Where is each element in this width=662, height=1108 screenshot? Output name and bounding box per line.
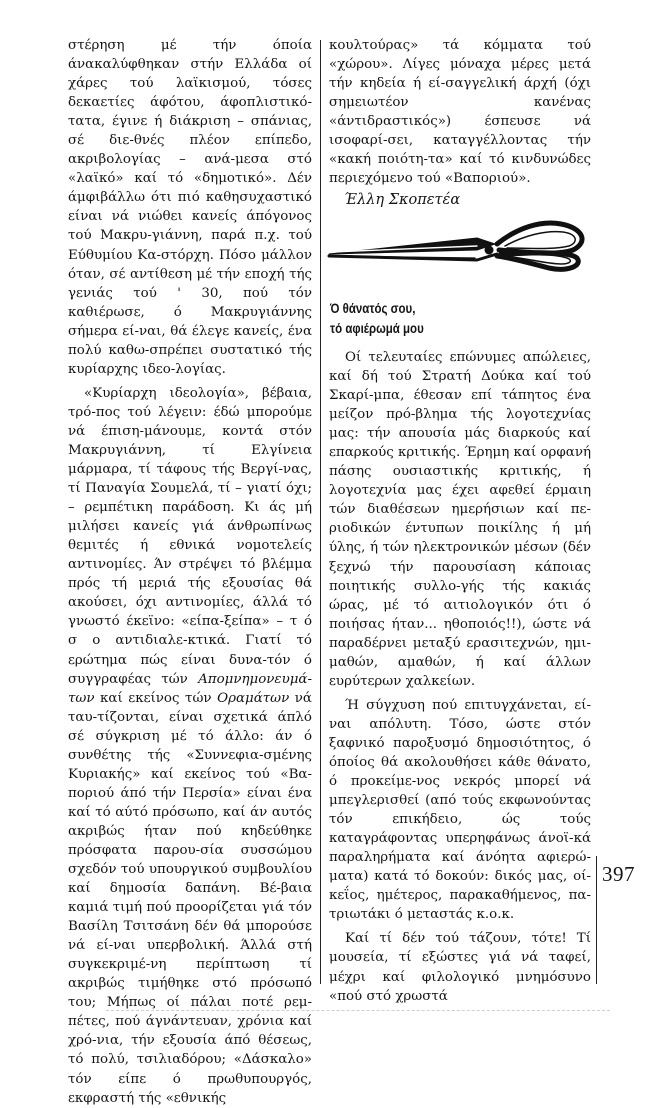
author-signature: Έλλη Σκοπετέα [344, 192, 461, 208]
paragraph-text: αντιδιαλε-κτικά. Γιατί τό ερώτημα πώς είναι δυνα-τόν ό συγγραφέας τών [68, 633, 312, 687]
right-column-bottom [329, 348, 591, 1006]
heading-line-2: τό αφιέρωμά μου [330, 320, 424, 336]
left-paragraph-1: στέρηση μέ τήν όποία άνακαλύφθηκαν στήν Ελλάδα οί χάρες τού λαϊκισμού, τόσες δεκαετίες άφότου, άφοπλιστικό-τατα, έγινε ή διάκριση – σπάνιας, σέ διε-θνές πλέον επίπεδο, ακριβολογίας – ανά-μεσα στό «λαϊκό» καί τό «δημοτικό». Δέν άμφιβάλλω ότι πιό καθησυχαστικό είναι νά νιώθει κανείς άπόγονος τού Μακρυ-γιάννη, παρά π.χ. τού Εύθυμίου Κα-στόρχη. Πόσο μάλλον όταν, σέ αντίθεση μέ τήν εποχή τής γενιάς τού ' 30, πού τόν καθιέρωσε, ό Μακρυγιάννης σήμερα εί-ναι, θά έλεγε κανείς, ένα πολύ καθω-σπρέπει συστατικό τής κυρίαρχης ιδεο-λογίας. [68, 38, 312, 377]
left-paragraph-2 [68, 384, 312, 1108]
bottom-scan-line [106, 1010, 610, 1011]
paragraph-text: καί εκείνος τών [94, 690, 218, 706]
right-paragraph-3: Ή σύγχυση πού επιτυγχάνεται, εί-ναι απόλυτη. Τόσο, ώστε στόν ξαφνικό παροξυσμό δημοσιότητος, ό όποίος θά ακολουθήσει κάθε θάνατο, ό προκείμε-νος νεκρός μπορεί νά μπεγλερισθεί (από τούς εκφωνούντας τόν επικήδειο, ώς τούς καταγράφοντας υπερηφάνως άνοϊ-κά παραληρήματα καί άνόητα αφιερώ-ματα) κατά τό δοκούν: δικός μας, οί-κεΐος, ημέτερος, παρακαθήμενος, πα-τριωτάκι ό μεταστάς κ.ο.κ. [329, 697, 591, 923]
paragraph-text: «Κυρίαρχη ιδεολογία», βέβαια, τρό-πος τού λέγειν: έδώ μπορούμε νά έπιση-μάνουμε, κοντά στόν Μακρυγιάννη, τί Ελγίνεια μάρμαρα, τί τάφους τής Βεργί-νας, τί Παναγία Σουμελά, τί – γιατί όχι; – ρεμπέτικη παράδοση. Κι άς μή μιλήσει κανείς γιά άνθρωπίνως θεμιτές ή εθνικά νομοτελείς αντινομίες. Άν στρέψει τό βλέμμα πρός τή μεριά τής εξουσίας θά ακούσει, όχι αντινομίες, άλλά τό γνωστό έκεϊνο: «είπα-ξείπα» – [68, 385, 312, 630]
section-heading [330, 298, 444, 338]
paragraph-text: νά ταυ-τίζονται, είναι σχετικά άπλό σέ σύγκριση μέ τό άλλο: άν ό συνθέτης τής «Συννεφια-σμένης Κυριακής» καί εκείνος τού «Βα-ποριού άπό τήν Περσία» είναι ένα καί τό αύτό πρόσωπο, καί άν αυτός ακριβώς ήταν πού κηδεύθηκε πρόσφατα παρου-σία συσσώμου σχεδόν τού υπουργικού συμβουλίου καί δημοσία δαπάνη. Βέ-βαια καμιά τιμή πού προορίζεται γιά τόν Βασίλη Τσιτσάνη δέν θά μπορούσε νά εί-ναι υπερβολική. Άλλά στή συγκεκριμέ-νη περίπτωση τί ακριβώς τιμήθηκε στό πρόσωπό του; Μήπως οί πάλαι ποτέ ρεμ-πέτες, πού άγνάντευαν, χρόνια καί χρό-νια, τήν εξουσία άπό θέσεως, τό πολύ, τσιλιαδόρου; «Δάσκαλο» τόν είπε ό πρωθυπουργός, εκφραστή τής «εθνικής [68, 690, 312, 1106]
heading-line-1: Ό θάνατός σου, [330, 300, 416, 316]
column-divider [320, 40, 321, 984]
spaced-emphasis: τ ό σ ο [68, 614, 313, 649]
scissors-icon [327, 216, 593, 276]
right-paragraph-2: Οί τελευταίες επώνυμες απώλειες, καί δή τού Στρατή Δούκα καί τού Σκαρί-μπα, έθεσαν επί τάπητος ένα μείζον πρό-βλημα τής λογοτεχνίας μας: τήν απουσία μάς διαρκούς καί επαρκούς κριτικής. Έρημη καί ορφανή πάσης ουσιαστικής κριτικής, ή λογοτεχνία μας έχει αφεθεί έρμαιη τών διαθέσεων ημερήσιων καί πε-ριοδικών έντυπων ποικίλης ή μή ύλης, ή τών ηλεκτρονικών μέσων (δέν ξεχνώ τήν παρουσίαση κάποιας ποιητικής συλλο-γής τής κακιάς ώρας, μέ τό αιτιολογικόν ότι ό ποιήσας ήταν... ηθοποιός!!), ώστε νά παραδέρνει μεταξύ ερασιτεχνών, ημι-μαθών, αμαθών, ή καί άλλων ευρύτερων χαλκείων. [329, 350, 591, 689]
right-paragraph-1: κουλτούρας» τά κόμματα τού «χώρου». Λίγες μόναχα μέρες μετά τήν κηδεία ή εί-σαγγελική άρχή (όχι σημειωτέον κανένας «άντιδραστικός») έσπευσε νά ισοφαρί-σει, καταγγέλλοντας τήν «κακή ποιότη-τα» καί τό κινδυνώδες περιεχόμενο τού «Βαποριού». [329, 38, 591, 187]
page-number: 397 [602, 862, 635, 886]
right-paragraph-4: Καί τί δέν τού τάζουν, τότε! Τί μουσεία, τί εξώστες γιά νά ταφεί, μέχρι καί φιλολογικό μνημόσυνο «πού στό χρωστά [329, 931, 591, 1004]
left-column [68, 36, 312, 1108]
right-column-top [329, 36, 591, 188]
page-number-divider [596, 856, 597, 984]
book-title: Απομνημονευμά-των [68, 671, 312, 706]
book-title: Οραμάτων [217, 690, 290, 706]
